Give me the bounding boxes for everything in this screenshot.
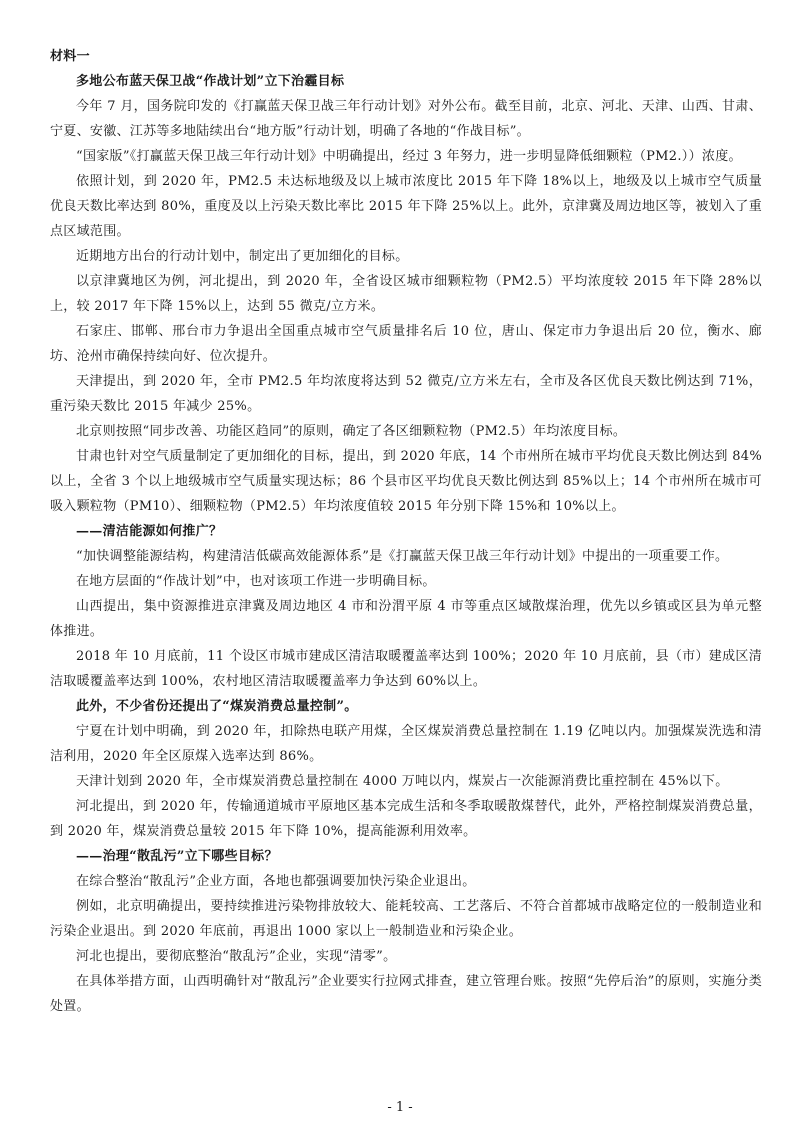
section-heading: 此外，不少省份还提出了“煤炭消费总量控制”。 xyxy=(76,699,358,714)
paragraph: 天津提出，到 2020 年，全市 PM2.5 年均浓度将达到 52 微克/立方米左右，全市及各区优良天数比例达到 71%，重污染天数比 2015 年减少 25%。 xyxy=(50,374,762,414)
paragraph: 河北也提出，要彻底整治“散乱污”企业，实现“清零”。 xyxy=(76,949,397,964)
paragraph: “国家版”《打赢蓝天保卫战三年行动计划》中明确提出，经过 3 年努力，进一步明显降低细颗粒（PM2.））浓度。 xyxy=(76,149,742,164)
paragraph: 在综合整治“散乱污”企业方面，各地也都强调要加快污染企业退出。 xyxy=(76,874,476,889)
material-label: 材料一 xyxy=(50,49,90,64)
page-number: - 1 - xyxy=(387,1100,413,1115)
section-heading: ——清洁能源如何推广？ xyxy=(76,524,223,539)
paragraph: 宁夏在计划中明确，到 2020 年，扣除热电联产用煤，全区煤炭消费总量控制在 1.19 亿吨以内。加强煤炭洗选和清洁利用，2020 年全区原煤入选率达到 86%。 xyxy=(50,724,762,764)
paragraph: 山西提出，集中资源推进京津冀及周边地区 4 市和汾渭平原 4 市等重点区域散煤治理，优先以乡镇或区县为单元整体推进。 xyxy=(50,599,762,639)
paragraph: 例如，北京明确提出，要持续推进污染物排放较大、能耗较高、工艺落后、不符合首都城市战略定位的一般制造业和污染企业退出。到 2020 年底前，再退出 1000 家以上一般制造业和污染企业。 xyxy=(50,899,762,939)
paragraph: 以京津冀地区为例，河北提出，到 2020 年，全省设区城市细颗粒物（PM2.5）平均浓度较 2015 年下降 28%以上，较 2017 年下降 15%以上，达到 55 微克/立方米。 xyxy=(50,274,762,314)
paragraph: 今年 7 月，国务院印发的《打赢蓝天保卫战三年行动计划》对外公布。截至目前，北京、河北、天津、山西、甘肃、宁夏、安徽、江苏等多地陆续出台“地方版”行动计划，明确了各地的“作战目标”。 xyxy=(50,99,762,139)
paragraph: 甘肃也针对空气质量制定了更加细化的目标，提出，到 2020 年底，14 个市州所在城市平均优良天数比例达到 84%以上，全省 3 个以上地级城市空气质量实现达标；86 个县市区平均优良天数比例达到 85%以上；14 个市州所在城市可吸入颗粒物（PM10）、细颗粒物（PM2.5）年均浓度值较 2015 年分别下降 15%和 10%以上。 xyxy=(50,449,762,514)
paragraph: 在具体举措方面，山西明确针对“散乱污”企业要实行拉网式排查，建立管理台账。按照“先停后治”的原则，实施分类处置。 xyxy=(50,974,762,1014)
paragraph: 近期地方出台的行动计划中，制定出了更加细化的目标。 xyxy=(76,249,409,264)
paragraph: 河北提出，到 2020 年，传输通道城市平原地区基本完成生活和冬季取暖散煤替代，此外，严格控制煤炭消费总量，到 2020 年，煤炭消费总量较 2015 年下降 10%，提高能源利用效率。 xyxy=(50,799,762,839)
paragraph: “加快调整能源结构，构建清洁低碳高效能源体系”是《打赢蓝天保卫战三年行动计划》中提出的一项重要工作。 xyxy=(76,549,729,564)
document-title: 多地公布蓝天保卫战“作战计划”立下治霾目标 xyxy=(76,74,345,89)
paragraph: 北京则按照“同步改善、功能区趋同”的原则，确定了各区细颗粒物（PM2.5）年均浓度目标。 xyxy=(76,424,627,439)
paragraph: 天津计划到 2020 年，全市煤炭消费总量控制在 4000 万吨以内，煤炭占一次能源消费比重控制在 45%以下。 xyxy=(76,774,729,789)
section-heading: ——治理“散乱污”立下哪些目标？ xyxy=(76,849,278,864)
paragraph: 在地方层面的“作战计划”中，也对该项工作进一步明确目标。 xyxy=(76,574,436,589)
paragraph: 石家庄、邯郸、邢台市力争退出全国重点城市空气质量排名后 10 位，唐山、保定市力争退出后 20 位，衡水、廊坊、沧州市确保持续向好、位次提升。 xyxy=(50,324,762,364)
document-body xyxy=(50,44,762,1019)
paragraph: 依照计划，到 2020 年，PM2.5 未达标地级及以上城市浓度比 2015 年下降 18%以上，地级及以上城市空气质量优良天数比率达到 80%，重度及以上污染天数比率比 2015 年下降 25%以上。此外，京津冀及周边地区等，被划入了重点区域范围。 xyxy=(50,174,762,239)
paragraph: 2018 年 10 月底前，11 个设区市城市建成区清洁取暖覆盖率达到 100%；2020 年 10 月底前，县（市）建成区清洁取暖覆盖率达到 100%，农村地区清洁取暖覆盖率力争达到 60%以上。 xyxy=(50,649,762,689)
